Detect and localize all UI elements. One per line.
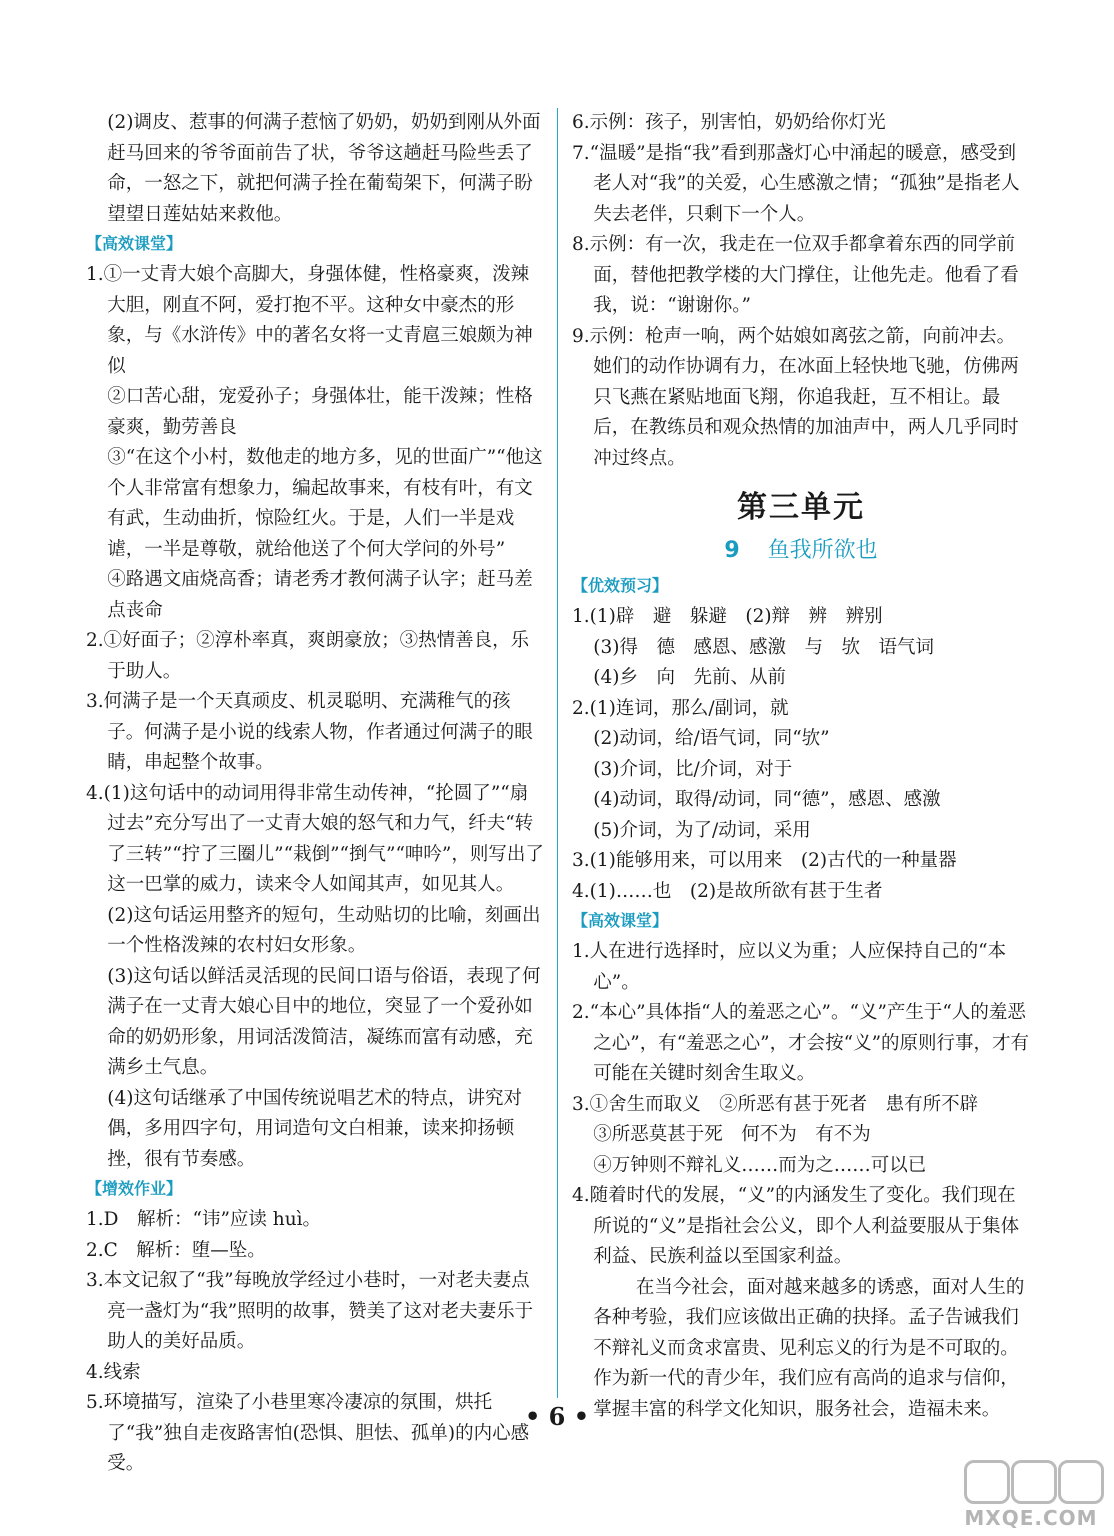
right-column-bottom (572, 574, 1030, 1425)
answer-paragraph: 9.示例：枪声一响，两个姑娘如离弦之箭，向前冲去。她们的动作协调有力，在冰面上轻快地飞驰，仿佛两只飞燕在紧贴地面飞翔，你追我赶，互不相让。最后，在教练员和观众热情的加油声中，两人几乎同时冲过终点。 (572, 325, 1019, 469)
answer-paragraph: (2)这句话运用整齐的短句，生动贴切的比喻，刻画出一个性格泼辣的农村妇女形象。 (107, 904, 541, 956)
page-number: • 6 • (524, 1402, 590, 1431)
section-tag: 【高效课堂】 (86, 234, 183, 253)
answer-paragraph: 1.(1)辟 避 躲避 (2)辩 辨 辨别 (572, 606, 883, 627)
answer-paragraph: 3.本文记叙了“我”每晚放学经过小巷时，一对老夫妻点亮一盏灯为“我”照明的故事，赞美了这对老夫妻乐于助人的美好品质。 (86, 1270, 534, 1352)
answer-paragraph: 8.示例：有一次，我走在一位双手都拿着东西的同学前面，替他把教学楼的大门撑住，让他先走。他看了看我，说：“谢谢你。” (572, 234, 1019, 316)
answer-paragraph: 4.(1)……也 (2)是故所欲有甚于生者 (572, 880, 883, 902)
answer-paragraph: (3)这句话以鲜活灵活现的民间口语与俗语，表现了何满子在一丈青大娘心目中的地位，突显了一个爱孙如命的奶奶形象，用词活泼简洁，凝练而富有动感，充满乡土气息。 (107, 965, 541, 1078)
answer-paragraph: 2.①好面子；②淳朴率真，爽朗豪放；③热情善良，乐于助人。 (86, 630, 530, 682)
left-column (86, 108, 544, 1480)
answer-paragraph: 3.(1)能够用来，可以用来 (2)古代的一种量器 (572, 850, 957, 871)
answer-paragraph: 3.何满子是一个天真顽皮、机灵聪明、充满稚气的孩子。何满子是小说的线索人物，作者通过何满子的眼睛，串起整个故事。 (86, 691, 533, 773)
watermark-logo (956, 1460, 1106, 1530)
answer-paragraph: 4.线索 (86, 1361, 141, 1383)
answer-paragraph: 5.环境描写，渲染了小巷里寒冷凄凉的氛围，烘托了“我”独自走夜路害怕(恐惧、胆怯、孤单)的内心感受。 (86, 1392, 530, 1474)
unit-title: 第三单元 (737, 490, 865, 525)
section-tag: 【增效作业】 (86, 1179, 183, 1198)
lesson-title: 鱼我所欲也 (767, 538, 878, 563)
answer-paragraph: 4.随着时代的发展，“义”的内涵发生了变化。我们现在所说的“义”是指社会公义，即个人利益要服从于集体利益、民族利益以至国家利益。 (572, 1185, 1020, 1267)
answer-paragraph: (5)介词，为了/动词，采用 (593, 819, 811, 841)
section-tag: 【高效课堂】 (572, 911, 669, 930)
answer-paragraph: (4)乡 向 先前、从前 (593, 667, 786, 688)
answer-paragraph: ④路遇文庙烧高香；请老秀才教何满子认字；赶马差点丧命 (107, 569, 533, 621)
right-column (572, 108, 1030, 1425)
section-tag: 【优效预习】 (572, 576, 669, 595)
answer-paragraph: 1.人在进行选择时，应以义为重；人应保持自己的“本心”。 (572, 941, 1007, 993)
column-divider (557, 108, 558, 1398)
lesson-heading (572, 534, 1030, 568)
answer-paragraph: 7.“温暖”是指“我”看到那盏灯心中涌起的暖意，感受到老人对“我”的关爱，心生感激之情；“孤独”是指老人失去老伴，只剩下一个人。 (572, 142, 1020, 225)
watermark-text: MXQE.COM (964, 1506, 1098, 1530)
answer-paragraph: ③“在这个小村，数他走的地方多，见的世面广”“他这个人非常富有想象力，编起故事来，有枝有叶，有文有武，生动曲折，惊险红火。于是，人们一半是戏谑，一半是尊敬，就给他送了个何大学问的外号” (107, 447, 543, 560)
answer-paragraph: 3.①舍生而取义 ②所恶有甚于死者 患有所不辟 (572, 1093, 979, 1115)
answer-paragraph: (2)调皮、惹事的何满子惹恼了奶奶，奶奶到刚从外面赶马回来的爷爷面前告了状，爷爷这趟赶马险些丢了命，一怒之下，就把何满子拴在葡萄架下，何满子盼望望日莲姑姑来救他。 (107, 112, 541, 225)
answer-paragraph: ③所恶莫甚于死 何不为 有不为 (593, 1124, 871, 1145)
answer-paragraph: (4)这句话继承了中国传统说唱艺术的特点，讲究对偶，多用四字句，用词造句文白相兼，读来抑扬顿挫，很有节奏感。 (107, 1087, 522, 1170)
lesson-number: 9 (724, 538, 740, 563)
answer-paragraph: (3)介词，比/介词，对于 (593, 758, 793, 780)
answer-paragraph: ②口苦心甜，宠爱孙子；身强体壮，能干泼辣；性格豪爽，勤劳善良 (107, 386, 533, 438)
answer-paragraph: 4.(1)这句话中的动词用得非常生动传神，“抡圆了”“扇过去”充分写出了一丈青大娘的怒气和力气，纤夫“转了三转”“拧了三圈儿”“栽倒”“捯气”“呻吟”，则写出了这一巴掌的威力，读来令人如闻其声，如见其人。 (86, 782, 544, 895)
answer-paragraph: 1.D 解析：“讳”应读 huì。 (86, 1209, 322, 1230)
answer-paragraph: 2.C 解析：堕—坠。 (86, 1239, 266, 1261)
answer-paragraph: (3)得 德 感恩、感激 与 欤 语气词 (593, 636, 934, 658)
answer-paragraph: 2.“本心”具体指“人的羞恶之心”。“义”产生于“人的羞恶之心”，有“羞恶之心”，才会按“义”的原则行事，才有可能在关键时刻舍生取义。 (572, 1002, 1030, 1084)
right-column-top (572, 108, 1030, 474)
answer-paragraph: 6.示例：孩子，别害怕，奶奶给你灯光 (572, 112, 886, 133)
answer-paragraph: (4)动词，取得/动词，同“德”，感恩、感激 (593, 789, 941, 810)
answer-paragraph: 1.①一丈青大娘个高脚大，身强体健，性格豪爽，泼辣大胆，刚直不阿，爱打抱不平。这种女中豪杰的形象，与《水浒传》中的著名女将一丈青扈三娘颇为神似 (86, 264, 533, 377)
answer-paragraph: (2)动词，给/语气词，同“欤” (593, 728, 830, 749)
answer-paragraph: 2.(1)连词，那么/副词，就 (572, 697, 789, 719)
answer-paragraph: 在当今社会，面对越来越多的诱惑，面对人生的各种考验，我们应该做出正确的抉择。孟子告诫我们不辩礼义而贪求富贵、见利忘义的行为是不可取的。作为新一代的青少年，我们应有高尚的追求与信仰，掌握丰富的科学文化知识，服务社会，造福未来。 (593, 1276, 1025, 1420)
answer-paragraph: ④万钟则不辩礼义……而为之……可以已 (593, 1154, 927, 1176)
